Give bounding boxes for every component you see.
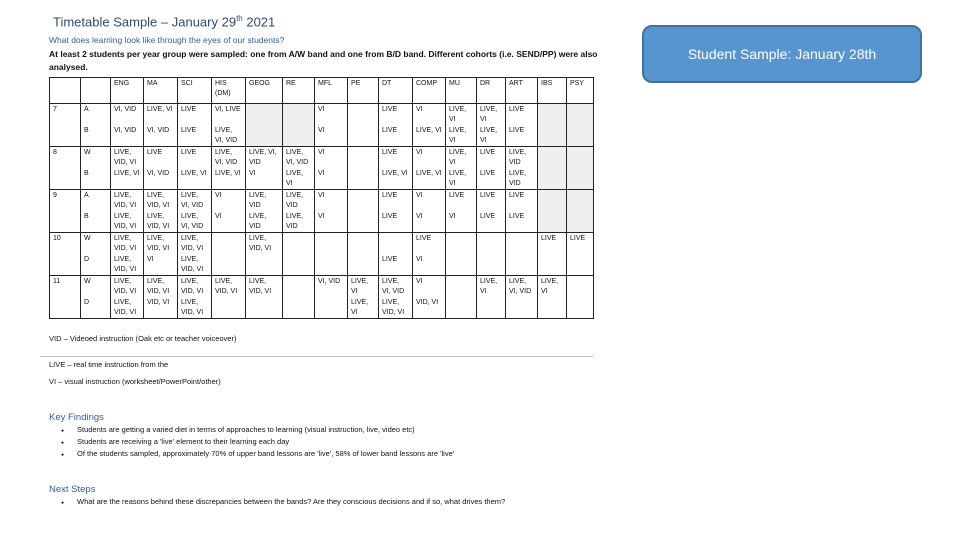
- band-cell: W: [81, 147, 111, 169]
- table-cell: LIVE, VID, VI: [111, 297, 144, 319]
- column-header: IBS: [538, 78, 567, 104]
- table-cell: VI: [315, 190, 348, 212]
- table-row: [50, 297, 594, 319]
- table-cell: [315, 297, 348, 319]
- table-cell: VI: [144, 254, 178, 276]
- table-cell: LIVE: [477, 211, 506, 233]
- not-applicable-cell: [538, 190, 567, 212]
- table-cell: LIVE, VID, VI: [144, 276, 178, 298]
- not-applicable-cell: [567, 125, 594, 147]
- table-cell: LIVE: [477, 190, 506, 212]
- band-cell: D: [81, 254, 111, 276]
- table-cell: LIVE, VID, VI: [111, 190, 144, 212]
- not-applicable-cell: [246, 104, 283, 126]
- document-title: Timetable Sample – January 29th 2021: [53, 14, 276, 30]
- table-cell: LIVE, VI, VID: [178, 211, 212, 233]
- table-cell: LIVE, VI: [413, 125, 446, 147]
- list-item: ● Students are getting a varied diet in terms of approaches to learning (visual instruction, live, video etc): [77, 424, 454, 436]
- not-applicable-cell: [538, 147, 567, 169]
- table-cell: [212, 233, 246, 255]
- table-cell: LIVE, VID, VI: [144, 190, 178, 212]
- year-cell: 9: [50, 190, 81, 212]
- table-cell: LIVE: [379, 254, 413, 276]
- table-cell: LIVE, VID, VI: [111, 147, 144, 169]
- table-row: [50, 254, 594, 276]
- year-cell: 7: [50, 104, 81, 126]
- table-cell: LIVE: [506, 125, 538, 147]
- year-cell: [50, 168, 81, 190]
- table-row: [50, 190, 594, 212]
- column-header: PE: [348, 78, 379, 104]
- table-cell: LIVE, VID, VI: [178, 297, 212, 319]
- table-row: [50, 147, 594, 169]
- table-cell: LIVE: [178, 104, 212, 126]
- table-cell: LIVE: [178, 147, 212, 169]
- table-cell: LIVE: [446, 190, 477, 212]
- table-cell: [379, 233, 413, 255]
- table-cell: LIVE, VID: [506, 168, 538, 190]
- year-cell: [50, 125, 81, 147]
- table-cell: LIVE, VID, VI: [178, 233, 212, 255]
- table-cell: LIVE, VI: [348, 297, 379, 319]
- band-cell: B: [81, 168, 111, 190]
- table-cell: LIVE: [144, 147, 178, 169]
- year-cell: 8: [50, 147, 81, 169]
- table-cell: [348, 211, 379, 233]
- table-cell: VI: [413, 276, 446, 298]
- not-applicable-cell: [283, 104, 315, 126]
- table-cell: LIVE, VID, VI: [246, 233, 283, 255]
- table-cell: [348, 254, 379, 276]
- legend-live: LIVE – real time instruction from the: [49, 360, 169, 369]
- table-cell: VI: [212, 211, 246, 233]
- table-cell: VI, VID: [111, 125, 144, 147]
- table-cell: LIVE, VID: [283, 211, 315, 233]
- table-cell: LIVE, VI, VID: [212, 125, 246, 147]
- table-cell: [477, 297, 506, 319]
- table-cell: [348, 125, 379, 147]
- table-cell: VI: [246, 168, 283, 190]
- table-cell: [283, 276, 315, 298]
- year-cell: 10: [50, 233, 81, 255]
- table-cell: VI: [315, 125, 348, 147]
- table-cell: LIVE: [379, 125, 413, 147]
- table-cell: [246, 254, 283, 276]
- table-cell: [315, 233, 348, 255]
- table-cell: VI: [413, 104, 446, 126]
- not-applicable-cell: [567, 211, 594, 233]
- table-cell: LIVE, VI: [538, 276, 567, 298]
- table-cell: LIVE, VI: [144, 104, 178, 126]
- table-cell: LIVE, VID: [283, 190, 315, 212]
- table-cell: LIVE, VI: [446, 104, 477, 126]
- table-cell: VI: [212, 190, 246, 212]
- document-subtitle: What does learning look like through the eyes of our students?: [49, 35, 285, 45]
- table-cell: VI, VID: [144, 168, 178, 190]
- legend-vid: VID – Videoed instruction (Oak etc or teacher voiceover): [49, 334, 237, 343]
- table-cell: [506, 233, 538, 255]
- table-cell: LIVE, VI, VID: [506, 276, 538, 298]
- table-cell: LIVE: [379, 211, 413, 233]
- table-cell: LIVE, VI: [212, 168, 246, 190]
- not-applicable-cell: [567, 168, 594, 190]
- table-cell: [567, 297, 594, 319]
- table-cell: LIVE, VID: [246, 211, 283, 233]
- table-row: [50, 233, 594, 255]
- table-cell: LIVE: [538, 233, 567, 255]
- key-findings-list: [49, 424, 454, 460]
- table-cell: LIVE: [477, 147, 506, 169]
- not-applicable-cell: [567, 147, 594, 169]
- band-cell: A: [81, 104, 111, 126]
- table-cell: [446, 254, 477, 276]
- table-cell: LIVE, VID, VI: [111, 254, 144, 276]
- table-cell: LIVE, VI: [379, 168, 413, 190]
- table-cell: LIVE, VID: [246, 190, 283, 212]
- table-cell: VI: [315, 168, 348, 190]
- column-header: PSY: [567, 78, 594, 104]
- not-applicable-cell: [538, 211, 567, 233]
- table-cell: [315, 254, 348, 276]
- not-applicable-cell: [567, 190, 594, 212]
- table-cell: LIVE, VID, VI: [144, 211, 178, 233]
- table-cell: LIVE: [477, 168, 506, 190]
- table-cell: LIVE, VI: [446, 147, 477, 169]
- band-cell: B: [81, 211, 111, 233]
- not-applicable-cell: [246, 125, 283, 147]
- callout-label: Student Sample: January 28th: [687, 46, 877, 62]
- table-cell: [446, 233, 477, 255]
- table-header-row: [50, 78, 594, 104]
- table-row: [50, 276, 594, 298]
- not-applicable-cell: [538, 125, 567, 147]
- table-row: [50, 211, 594, 233]
- table-cell: LIVE, VI, VID: [246, 147, 283, 169]
- table-cell: LIVE, VI: [477, 125, 506, 147]
- table-cell: [567, 276, 594, 298]
- column-header: GEOG: [246, 78, 283, 104]
- table-cell: LIVE: [506, 190, 538, 212]
- table-row: [50, 125, 594, 147]
- table-cell: LIVE, VI: [446, 125, 477, 147]
- table-cell: LIVE, VID, VI: [144, 233, 178, 255]
- table-row: [50, 104, 594, 126]
- table-cell: VI, VID: [315, 276, 348, 298]
- column-header: [50, 78, 81, 104]
- table-cell: LIVE, VI, VID: [212, 147, 246, 169]
- table-cell: [348, 233, 379, 255]
- table-cell: LIVE: [567, 233, 594, 255]
- list-item: ● What are the reasons behind these discrepancies between the bands? Are they conscious decisions and if so, what drives them?: [77, 496, 505, 508]
- year-cell: [50, 211, 81, 233]
- next-steps-heading: Next Steps: [49, 484, 96, 495]
- column-header: RE: [283, 78, 315, 104]
- year-cell: [50, 254, 81, 276]
- table-cell: VI: [413, 211, 446, 233]
- table-cell: VI, VID: [111, 104, 144, 126]
- table-cell: LIVE: [379, 147, 413, 169]
- timetable-table: [49, 77, 594, 319]
- table-cell: VI: [446, 211, 477, 233]
- table-cell: LIVE, VID, VI: [178, 276, 212, 298]
- band-cell: A: [81, 190, 111, 212]
- divider: [40, 356, 593, 357]
- column-header: MFL: [315, 78, 348, 104]
- not-applicable-cell: [538, 168, 567, 190]
- table-cell: [538, 254, 567, 276]
- table-cell: VI, LIVE: [212, 104, 246, 126]
- table-cell: LIVE, VID: [506, 147, 538, 169]
- table-cell: LIVE: [506, 104, 538, 126]
- table-cell: VID, VI: [413, 297, 446, 319]
- not-applicable-cell: [283, 125, 315, 147]
- table-cell: LIVE, VID, VI: [111, 233, 144, 255]
- table-cell: [506, 297, 538, 319]
- column-header: HIS (DM): [212, 78, 246, 104]
- list-item: ● Of the students sampled, approximately 70% of upper band lessons are 'live', 58% of lower band lessons are 'live': [77, 448, 454, 460]
- table-cell: LIVE: [379, 104, 413, 126]
- intro-text: At least 2 students per year group were sampled: one from A/W band and one from B/D band. Different cohorts (i.e. SEND/PP) were also analysed.: [49, 49, 598, 72]
- column-header: ENG: [111, 78, 144, 104]
- band-cell: W: [81, 233, 111, 255]
- table-cell: LIVE, VI, VID: [283, 147, 315, 169]
- table-cell: LIVE, VI: [477, 276, 506, 298]
- column-header: COMP: [413, 78, 446, 104]
- table-cell: [283, 233, 315, 255]
- table-cell: [348, 168, 379, 190]
- table-cell: [348, 147, 379, 169]
- year-cell: [50, 297, 81, 319]
- table-cell: VI: [315, 104, 348, 126]
- table-cell: LIVE: [506, 211, 538, 233]
- key-findings-heading: Key Findings: [49, 412, 104, 423]
- table-cell: LIVE, VID, VI: [379, 297, 413, 319]
- band-cell: W: [81, 276, 111, 298]
- column-header: MU: [446, 78, 477, 104]
- year-cell: 11: [50, 276, 81, 298]
- column-header: [81, 78, 111, 104]
- band-cell: B: [81, 125, 111, 147]
- table-cell: LIVE: [178, 125, 212, 147]
- list-item: ● Students are receiving a 'live' element to their learning each day: [77, 436, 454, 448]
- column-header: SCI: [178, 78, 212, 104]
- column-header: ART: [506, 78, 538, 104]
- table-cell: VI: [413, 147, 446, 169]
- table-cell: [446, 297, 477, 319]
- table-cell: LIVE, VID, VI: [111, 276, 144, 298]
- not-applicable-cell: [538, 104, 567, 126]
- column-header: MA: [144, 78, 178, 104]
- table-cell: LIVE, VI: [446, 168, 477, 190]
- table-cell: [538, 297, 567, 319]
- table-cell: [283, 297, 315, 319]
- next-steps-list: [49, 496, 505, 508]
- table-cell: VI: [413, 254, 446, 276]
- column-header: DT: [379, 78, 413, 104]
- table-cell: [212, 297, 246, 319]
- band-cell: D: [81, 297, 111, 319]
- table-cell: LIVE, VI: [283, 168, 315, 190]
- table-cell: LIVE, VI, VID: [379, 276, 413, 298]
- table-cell: [477, 254, 506, 276]
- table-cell: LIVE, VID, VI: [246, 276, 283, 298]
- column-header: DR: [477, 78, 506, 104]
- table-cell: LIVE, VID, VI: [111, 211, 144, 233]
- student-sample-callout[interactable]: [642, 25, 922, 83]
- table-cell: LIVE: [413, 233, 446, 255]
- table-cell: LIVE: [379, 190, 413, 212]
- table-cell: [506, 254, 538, 276]
- table-cell: LIVE, VI: [477, 104, 506, 126]
- table-cell: [283, 254, 315, 276]
- table-cell: LIVE, VI: [348, 276, 379, 298]
- table-row: [50, 168, 594, 190]
- table-cell: VI, VID: [144, 125, 178, 147]
- table-cell: LIVE, VI: [413, 168, 446, 190]
- table-cell: VI: [315, 211, 348, 233]
- table-cell: [446, 276, 477, 298]
- not-applicable-cell: [567, 104, 594, 126]
- table-cell: [567, 254, 594, 276]
- table-cell: [246, 297, 283, 319]
- table-cell: VI: [315, 147, 348, 169]
- table-cell: [212, 254, 246, 276]
- table-cell: [348, 104, 379, 126]
- legend-vi: VI – visual instruction (worksheet/PowerPoint/other): [49, 377, 221, 386]
- table-cell: LIVE, VID, VI: [212, 276, 246, 298]
- table-cell: [477, 233, 506, 255]
- table-cell: LIVE, VI, VID: [178, 190, 212, 212]
- table-cell: LIVE, VID, VI: [178, 254, 212, 276]
- table-cell: LIVE, VI: [178, 168, 212, 190]
- table-cell: LIVE, VI: [111, 168, 144, 190]
- table-cell: [348, 190, 379, 212]
- table-cell: VID, VI: [144, 297, 178, 319]
- table-cell: VI: [413, 190, 446, 212]
